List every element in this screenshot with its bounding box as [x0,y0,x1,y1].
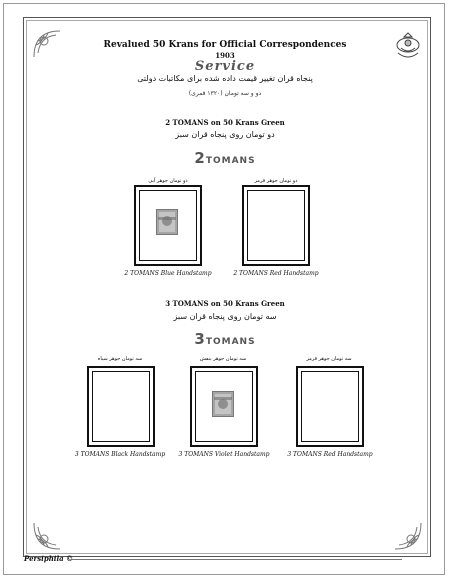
stamp-slot[interactable] [87,366,155,447]
slot-persian-label: سه تومان جوهر بنفش [199,356,247,362]
slot-persian-label: دو تومان جوهر آبی [148,178,188,184]
slot-caption: 3 TOMANS Red Handstamp [287,451,373,458]
persian-title: پنجاه قران تغییر قیمت داده شده برای مکاتبات دولتی [137,74,313,83]
page-year: 1903 [215,51,235,60]
stamp-slot[interactable] [296,366,364,447]
persian-subtitle: دو و سه تومان (۱۳۲۰ قمری) [188,90,262,97]
section-persian-heading: سه تومان روی پنجاه قران سبز [173,312,277,321]
section-persian-heading: دو تومان روی پنجاه قران سبز [175,130,275,139]
slot-persian-label: سه تومان جوهر قرمز [306,356,352,362]
slot-caption: 3 TOMANS Black Handstamp [74,451,166,458]
slot-persian-label: دو تومان جوهر قرمز [254,178,298,184]
page-title: Revalued 50 Krans for Official Correspondences [103,40,347,50]
section-overprint-title: 2TOMANS [194,149,256,167]
stamp-slot[interactable] [190,366,258,447]
publisher-mark: Persiphila © [24,554,74,563]
slot-caption: 3 TOMANS Violet Handstamp [178,451,270,458]
slot-caption: 2 TOMANS Red Handstamp [233,270,319,277]
page-frame [23,17,431,557]
stamp-image [156,209,178,235]
slot-persian-label: سه تومان جوهر سیاه [97,356,143,362]
ornament-corner-icon [393,521,423,551]
stamp-slot[interactable] [242,185,310,266]
section-heading: 2 TOMANS on 50 Krans Green [165,118,285,127]
stamp-image [212,391,234,417]
footer-rule [72,559,402,560]
section-overprint-title: 3TOMANS [194,330,256,348]
section-heading: 3 TOMANS on 50 Krans Green [165,299,285,308]
service-overprint-title: Service [194,59,256,74]
slot-caption: 2 TOMANS Blue Handstamp [124,270,212,277]
ornament-corner-icon [32,521,62,551]
stamp-slot[interactable] [134,185,202,266]
